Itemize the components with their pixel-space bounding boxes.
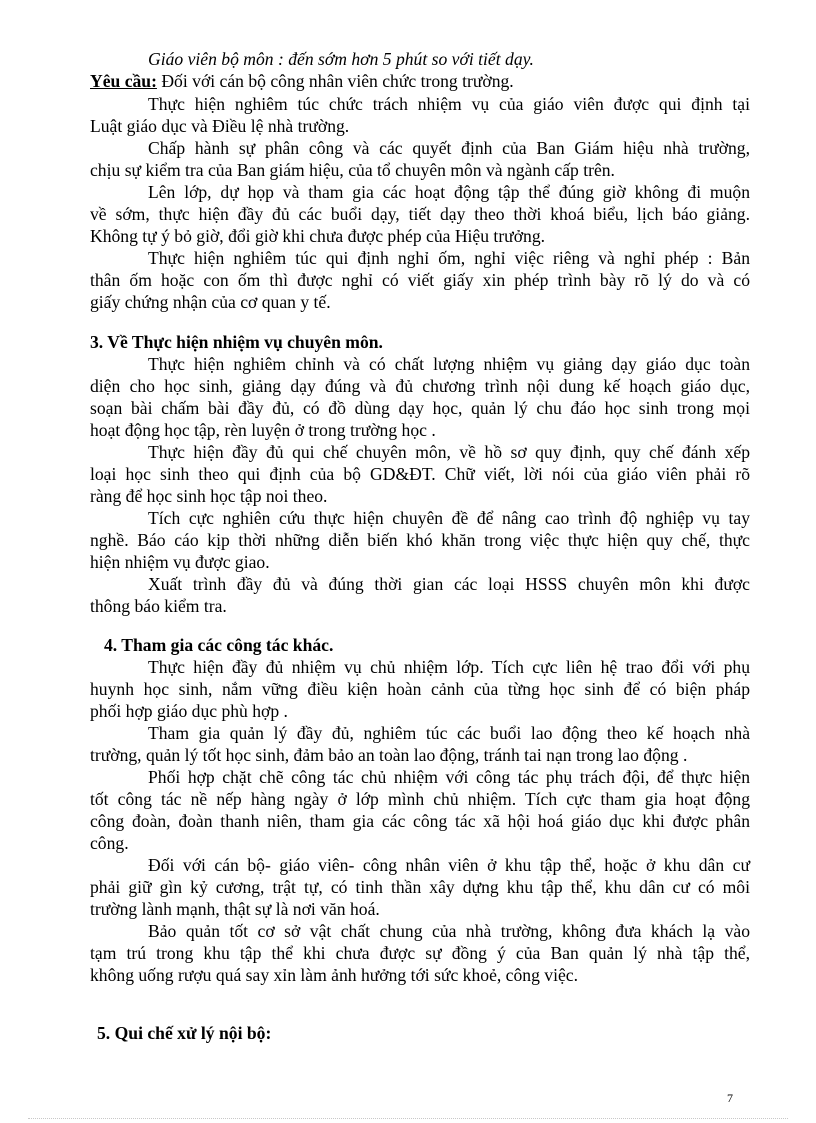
text-line: về sớm, thực hiện đầy đủ các buổi dạy, tiết dạy theo thời khoá biểu, lịch báo giảng.: [90, 204, 750, 224]
text-line: thông báo kiểm tra.: [90, 596, 227, 616]
text-line: Phối hợp chặt chẽ công tác chủ nhiệm với công tác phụ trách đội, để thực hiện: [148, 767, 750, 787]
text-line: không uống rượu quá say xỉn làm ảnh hưởng tới sức khoẻ, công việc.: [90, 965, 578, 985]
text-line: Lên lớp, dự họp và tham gia các hoạt động tập thể đúng giờ không đi muộn: [148, 182, 750, 202]
text-line: phối hợp giáo dục phù hợp .: [90, 701, 288, 721]
text-line: tốt công tác nề nếp hàng ngày ở lớp mình chủ nhiệm. Tích cực tham gia hoạt động: [90, 789, 750, 809]
text-line: Xuất trình đầy đủ và đúng thời gian các loại HSSS chuyên môn khi được: [148, 574, 750, 594]
text-line: Thực hiện nghiêm chỉnh và có chất lượng nhiệm vụ giảng dạy giáo dục toàn: [148, 354, 750, 374]
text-line: Thực hiện đầy đủ nhiệm vụ chủ nhiệm lớp. Tích cực liên hệ trao đổi với phụ: [148, 657, 750, 677]
text-line: ràng để học sinh học tập noi theo.: [90, 486, 328, 506]
text-line: Luật giáo dục và Điều lệ nhà trường.: [90, 116, 350, 136]
text-line: Bảo quản tốt cơ sở vật chất chung của nhà trường, không đưa khách lạ vào: [148, 921, 750, 941]
requirements-intro: Đối với cán bộ công nhân viên chức trong trường.: [156, 71, 514, 91]
text-line: Tích cực nghiên cứu thực hiện chuyên đề để nâng cao trình độ nghiệp vụ tay: [148, 508, 750, 528]
text-line: Không tự ý bỏ giờ, đổi giờ khi chưa được phép của Hiệu trưởng.: [90, 226, 546, 246]
section-5-heading: 5. Qui chế xử lý nội bộ:: [97, 1023, 272, 1043]
text-line: soạn bài chấm bài đầy đủ, có đồ dùng dạy học, quản lý chu đáo học sinh trong mọi: [90, 398, 750, 418]
text-line: tạm trú trong khu tập thể khi chưa được sự đồng ý của Ban quản lý nhà tập thể,: [90, 943, 750, 963]
requirements-line: [90, 70, 750, 92]
text-line: chịu sự kiểm tra của Ban giám hiệu, của tổ chuyên môn và ngành cấp trên.: [90, 160, 615, 180]
text-line: Đối với cán bộ- giáo viên- công nhân viên ở khu tập thể, hoặc ở khu dân cư: [148, 855, 750, 875]
page-bottom-border: [28, 1118, 788, 1119]
text-line: Thực hiện nghiêm túc chức trách nhiệm vụ của giáo viên được qui định tại: [148, 94, 750, 114]
text-line: huynh học sinh, nắm vững điều kiện hoàn cảnh của từng học sinh để có biện pháp: [90, 679, 750, 699]
section-3-heading: 3. Về Thực hiện nhiệm vụ chuyên môn.: [90, 332, 383, 352]
teacher-arrival-line: Giáo viên bộ môn : đến sớm hơn 5 phút so với tiết dạy.: [148, 49, 534, 69]
text-line: hiện nhiệm vụ được giao.: [90, 552, 270, 572]
text-line: Thực hiện nghiêm túc qui định nghỉ ốm, nghỉ việc riêng và nghỉ phép : Bản: [148, 248, 750, 268]
page-number: 7: [727, 1091, 733, 1105]
text-line: công.: [90, 833, 129, 853]
text-line: giấy chứng nhận của cơ quan y tế.: [90, 292, 331, 312]
text-line: loại học sinh theo qui định của bộ GD&ĐT. Chữ viết, lời nói của giáo viên phải rõ: [90, 464, 750, 484]
requirements-label: Yêu cầu:: [90, 71, 157, 91]
text-line: thân ốm hoặc con ốm thì được nghỉ có viết giấy xin phép trình bày rõ lý do và có: [90, 270, 750, 290]
text-line: trường lành mạnh, thật sự là nơi văn hoá.: [90, 899, 380, 919]
text-line: hoạt động học tập, rèn luyện ở trong trường học .: [90, 420, 436, 440]
text-line: nghề. Báo cáo kịp thời những diễn biến khó khăn trong việc thực hiện quy chế, thực: [90, 530, 750, 550]
text-line: Chấp hành sự phân công và các quyết định của Ban Giám hiệu nhà trường,: [148, 138, 750, 158]
text-line: công đoàn, đoàn thanh niên, tham gia các công tác xã hội hoá giáo dục khi được phân: [90, 811, 750, 831]
text-line: Tham gia quản lý đầy đủ, nghiêm túc các buổi lao động theo kế hoạch nhà: [148, 723, 750, 743]
section-4-heading: 4. Tham gia các công tác khác.: [104, 635, 334, 655]
text-line: Thực hiện đầy đủ qui chế chuyên môn, về hồ sơ quy định, quy chế đánh xếp: [148, 442, 750, 462]
text-line: phải giữ gìn kỷ cương, trật tự, có tinh thần xây dựng khu tập thể, khu dân cư có môi: [90, 877, 750, 897]
text-line: diện cho học sinh, giảng dạy đúng và đủ chương trình nội dung kế hoạch giáo dục,: [90, 376, 750, 396]
text-line: trường, quản lý tốt học sinh, đảm bảo an toàn lao động, tránh tai nạn trong lao động .: [90, 745, 688, 765]
